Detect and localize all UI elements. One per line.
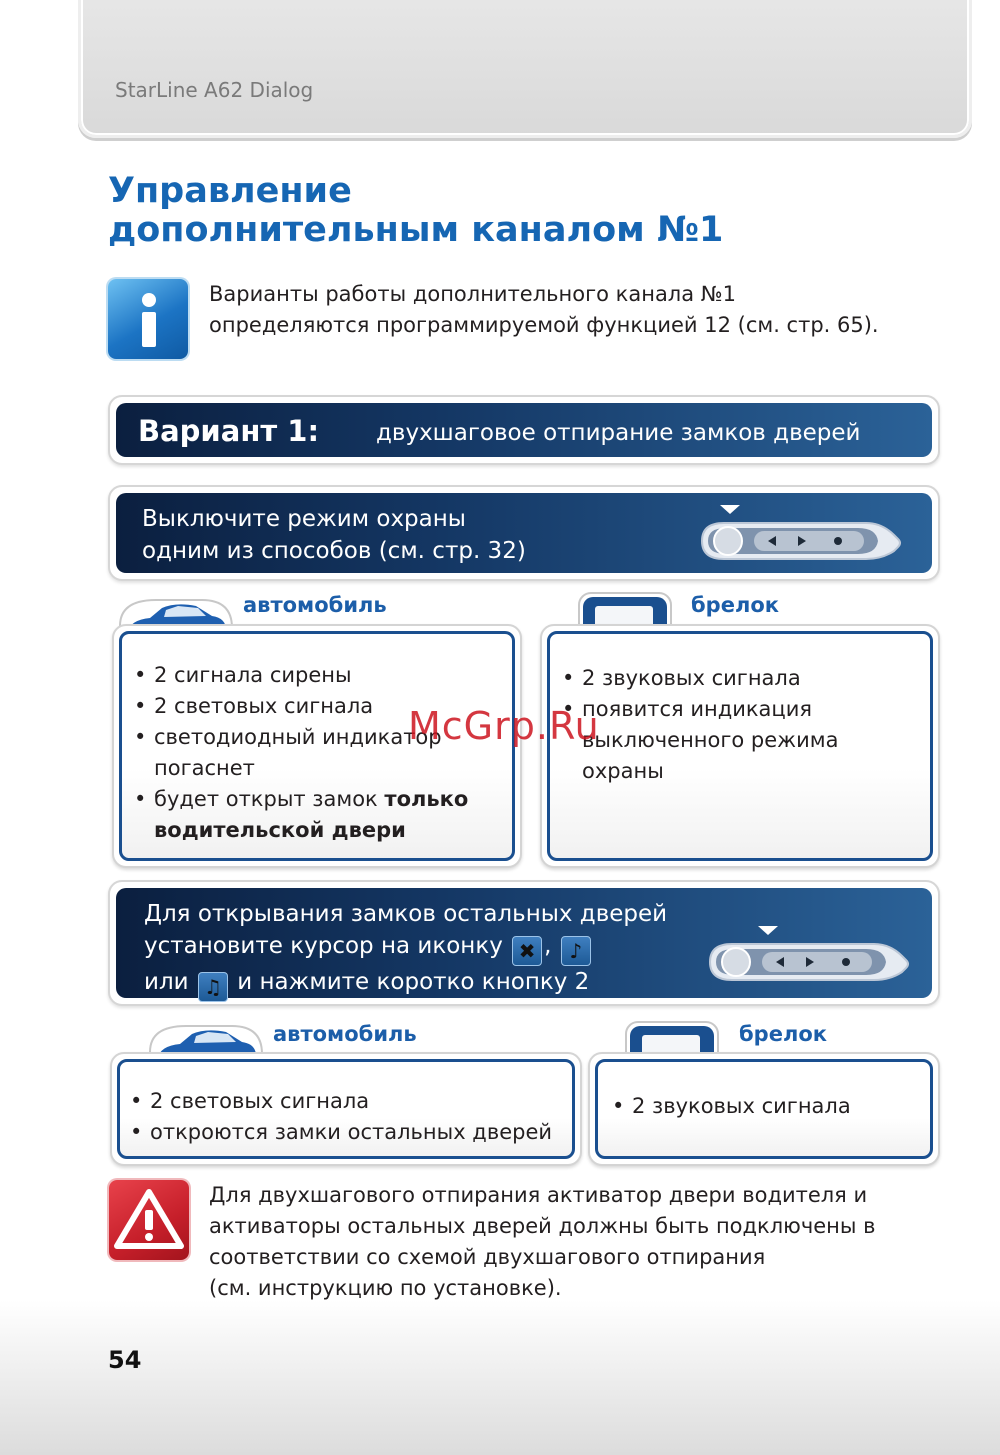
music-note-icon: ♪ <box>561 936 591 966</box>
step2-line-2-text: установите курсор на иконку <box>144 933 503 959</box>
ind-line-1: появится индикация <box>582 697 812 721</box>
block2-car-box <box>110 1052 582 1166</box>
step2-line-3 <box>144 966 667 1002</box>
page-title <box>108 172 928 250</box>
footer <box>0 1300 1000 1455</box>
page-number: 54 <box>108 1346 142 1374</box>
list-item: • 2 световых сигнала <box>130 1086 552 1117</box>
info-text <box>209 279 949 341</box>
key-fob-icon <box>698 499 903 561</box>
comma: , <box>544 933 552 959</box>
watermark: McGrp.Ru <box>408 704 600 748</box>
ind-line-2: выключенного режима <box>582 728 839 752</box>
music-notes-icon: ♫ <box>198 972 228 1002</box>
variant-banner <box>108 395 940 465</box>
block2-fob-label: брелок <box>739 1022 827 1046</box>
led-line-2: погаснет <box>154 756 255 780</box>
block1-fob-label: брелок <box>691 593 779 617</box>
block1-car-label: автомобиль <box>243 593 387 617</box>
warning-text <box>209 1180 949 1304</box>
lock-bold-1: только <box>384 787 469 811</box>
warning-icon <box>109 1180 189 1260</box>
variant-label: Вариант 1: <box>138 414 320 448</box>
list-item <box>134 784 468 846</box>
info-icon <box>108 279 188 359</box>
lock-bold-2: водительской двери <box>154 818 406 842</box>
step1-banner <box>108 485 940 581</box>
block2-car-list <box>130 1086 552 1148</box>
step1-line-1: Выключите режим охраны <box>142 506 466 532</box>
block1-fob-box <box>540 624 940 868</box>
block2-car-label: автомобиль <box>273 1022 417 1046</box>
list-item: • откроются замки остальных дверей <box>130 1117 552 1148</box>
list-item: • 2 световых сигнала <box>134 691 468 722</box>
block2-fob-box <box>588 1052 940 1166</box>
title-line-2: дополнительным каналом №1 <box>108 210 724 250</box>
block1-car-list <box>134 660 468 846</box>
warning-line-4: (см. инструкцию по установке). <box>209 1276 562 1300</box>
step1-line-2: одним из способов (см. стр. 32) <box>142 538 526 564</box>
step2-line-2 <box>144 930 667 966</box>
warning-line-1: Для двухшагового отпирания активатор двери водителя и <box>209 1183 868 1207</box>
block1-fob-list <box>562 663 838 787</box>
ind-line-3: охраны <box>582 759 664 783</box>
led-line-1: светодиодный индикатор <box>154 725 442 749</box>
step2-line-1: Для открывания замков остальных дверей <box>144 901 668 927</box>
step2-line-3-post: и нажмите коротко кнопку 2 <box>237 969 590 995</box>
speaker-mute-icon: ✖ <box>512 936 542 966</box>
warning-line-3: соответствии со схемой двухшагового отпирания <box>209 1245 766 1269</box>
variant-description: двухшаговое отпирание замков дверей <box>376 420 861 446</box>
brand-title: StarLine A62 Dialog <box>115 78 314 102</box>
warning-line-2: активаторы остальных дверей должны быть подключены в <box>209 1214 876 1238</box>
info-line-2: определяются программируемой функцией 12 (см. стр. 65). <box>209 313 879 337</box>
header-tab <box>78 0 972 138</box>
step2-banner <box>108 880 940 1006</box>
list-item: • 2 звуковых сигнала <box>562 663 838 694</box>
title-line-1: Управление <box>108 171 352 211</box>
step2-line-3-pre: или <box>144 969 189 995</box>
block2-fob-list <box>612 1091 851 1122</box>
key-fob-icon <box>706 920 911 982</box>
list-item <box>562 694 838 787</box>
list-item: • 2 звуковых сигнала <box>612 1091 851 1122</box>
lock-text: будет открыт замок <box>154 787 385 811</box>
list-item: • 2 сигнала сирены <box>134 660 468 691</box>
info-line-1: Варианты работы дополнительного канала №1 <box>209 282 736 306</box>
